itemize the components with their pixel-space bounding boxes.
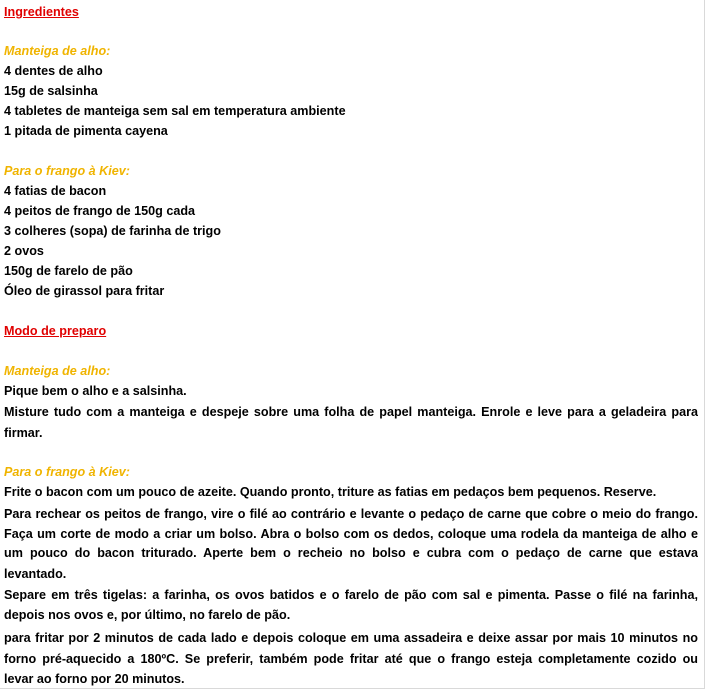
preparation-line: levantado. [4, 567, 67, 581]
preparation-line: Separe em três tigelas: a farinha, os ovos batidos e o farelo de pão com sal e pimenta. Passe o filé na farinha, [4, 588, 698, 602]
preparation-line: Para rechear os peitos de frango, vire o filé ao contrário e levante o pedaço de carne que cobre o meio do frango. [4, 507, 698, 521]
chicken-kiev-ingredients-title: Para o frango à Kiev: [4, 164, 130, 178]
garlic-butter-ingredients-title: Manteiga de alho: [4, 44, 111, 58]
ingredient-item: Óleo de girassol para fritar [4, 284, 165, 298]
preparation-line: forno pré-aquecido a 180ºC. Se preferir, também pode fritar até que o frango esteja completamente cozido ou [4, 652, 698, 666]
ingredient-item: 2 ovos [4, 244, 44, 258]
ingredient-item: 4 dentes de alho [4, 64, 103, 78]
preparation-line: Frite o bacon com um pouco de azeite. Quando pronto, triture as fatias em pedaços bem pequenos. Reserve. [4, 485, 657, 499]
garlic-butter-preparation-title: Manteiga de alho: [4, 364, 111, 378]
preparation-line: levar ao forno por 20 minutos. [4, 672, 185, 686]
preparation-line: Faça um corte de modo a criar um bolso. Abra o bolso com os dedos, coloque uma rodela da manteiga de alho e [4, 527, 698, 541]
ingredient-item: 4 fatias de bacon [4, 184, 107, 198]
preparation-line: Misture tudo com a manteiga e despeje sobre uma folha de papel manteiga. Enrole e leve para a geladeira para [4, 405, 698, 419]
ingredient-item: 150g de farelo de pão [4, 264, 133, 278]
preparation-line: firmar. [4, 426, 43, 440]
preparation-line: um pouco do bacon triturado. Aperte bem o recheio no bolso e cubra com o pedaço de carne que estava [4, 546, 698, 560]
ingredient-item: 1 pitada de pimenta cayena [4, 124, 168, 138]
ingredient-item: 4 peitos de frango de 150g cada [4, 204, 196, 218]
preparation-line: depois nos ovos e, por último, no farelo de pão. [4, 608, 291, 622]
preparation-line: para fritar por 2 minutos de cada lado e depois coloque em uma assadeira e deixe assar por mais 10 minutos no [4, 631, 698, 645]
ingredient-item: 15g de salsinha [4, 84, 98, 98]
chicken-kiev-preparation-title: Para o frango à Kiev: [4, 465, 130, 479]
ingredient-item: 4 tabletes de manteiga sem sal em temperatura ambiente [4, 104, 346, 118]
ingredient-item: 3 colheres (sopa) de farinha de trigo [4, 224, 221, 238]
preparation-heading: Modo de preparo [4, 324, 107, 338]
preparation-line: Pique bem o alho e a salsinha. [4, 384, 187, 398]
clipped-text-row [4, 619, 698, 627]
ingredients-heading: Ingredientes [4, 5, 79, 19]
